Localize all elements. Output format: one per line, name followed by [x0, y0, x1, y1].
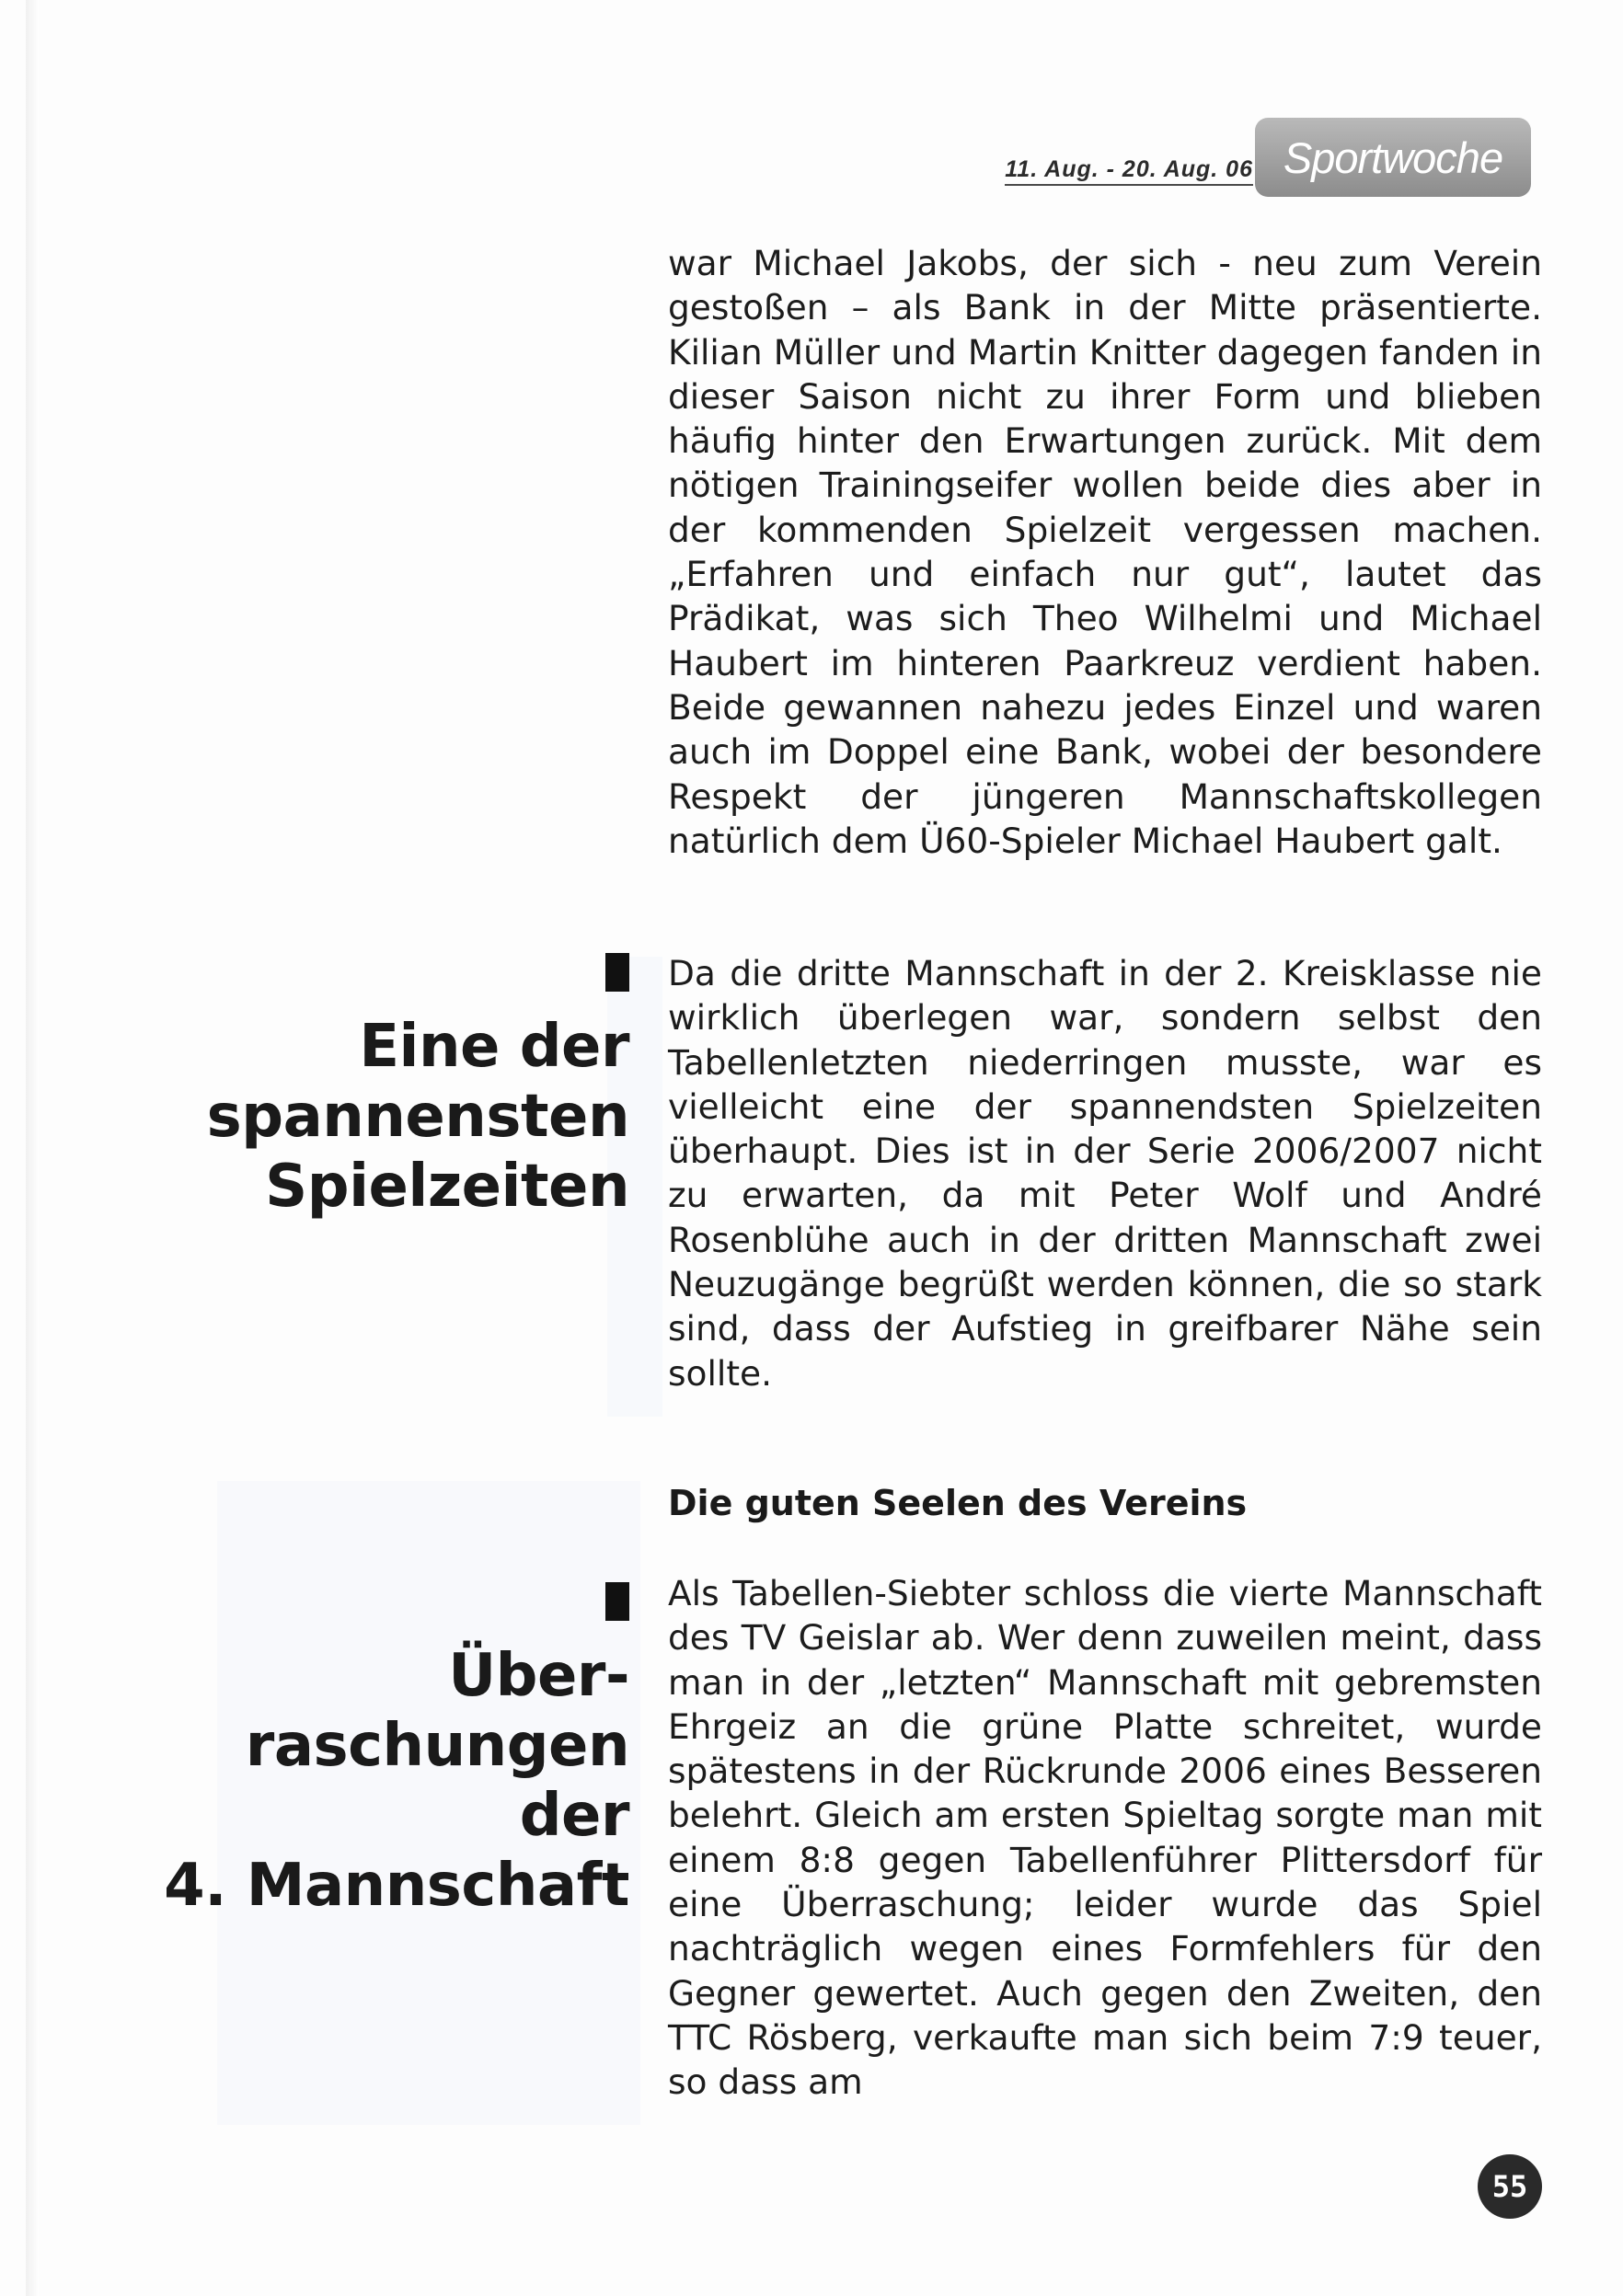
section3-paragraph: Als Tabellen-Siebter schloss die vierte Mannschaft des TV Geislar ab. Wer denn zuweilen meint, dass man in der „letzten“ Mannschaft mit gebremsten Ehrgeiz an die grüne Platte schreitet, wurde spätestens in der Rückrunde 2006 eines Besseren belehrt. Gleich am ersten Spieltag sorgte man mit einem 8:8 gegen Tabellenführer Plittersdorf für eine Überraschung; leider wurde das Spiel nachträglich wegen eines Formfehlers für den Gegner gewertet. Auch gegen den Zweiten, den TTC Rösberg, verkaufte man sich beim 7:9 teuer, so dass am	[668, 1573, 1542, 2103]
section2-body	[668, 951, 1542, 1395]
section3-heading-line1: Über-	[448, 1642, 629, 1710]
section3-subheading: Die guten Seelen des Vereins	[668, 1483, 1248, 1523]
section3-heading-line3: der	[519, 1782, 629, 1850]
brand-badge	[1255, 118, 1531, 197]
page-number: 55	[1491, 2169, 1528, 2204]
section1-body	[668, 241, 1542, 863]
section3-body	[668, 1571, 1542, 2105]
section2-heading	[207, 953, 629, 1222]
section2-heading-line3: Spielzeiten	[265, 1153, 629, 1221]
heading-marker-square	[605, 1582, 629, 1621]
section2-heading-line2: spannensten	[206, 1083, 629, 1151]
page-number-badge	[1478, 2154, 1542, 2219]
section3-heading-line2: raschungen	[245, 1712, 629, 1780]
brand-label: Sportwoche	[1283, 132, 1503, 182]
heading-marker-square	[605, 953, 629, 992]
binding-edge	[26, 0, 39, 2296]
page-header	[920, 118, 1546, 191]
section3-heading	[164, 1582, 629, 1921]
section2-paragraph: Da die dritte Mannschaft in der 2. Kreisklasse nie wirklich überlegen war, sondern selbst den Tabellenletzten niederringen musste, war es vielleicht eine der spannendsten Spielzeiten überhaupt. Dies ist in der Serie 2006/2007 nicht zu erwarten, da mit Peter Wolf und André Rosenblühe auch in der dritten Mannschaft zwei Neuzugänge begrüßt werden können, die so stark sind, dass der Aufstieg in greifbarer Nähe sein sollte.	[668, 953, 1542, 1394]
section2-heading-line1: Eine der	[359, 1013, 629, 1081]
section1-paragraph: war Michael Jakobs, der sich - neu zum Verein gestoßen – als Bank in der Mitte präsentierte. Kilian Müller und Martin Knitter dagegen fanden in dieser Saison nicht zu ihrer Form und blieben häufig hinter den Erwartungen zurück. Mit dem nötigen Trainingseifer wollen beide dies aber in der kommenden Spielzeit vergessen machen. „Erfahren und einfach nur gut“, lautet das Prädikat, was sich Theo Wilhelmi und Michael Haubert im hinteren Paarkreuz verdient haben. Beide gewannen nahezu jedes Einzel und waren auch im Doppel eine Bank, wobei der besondere Respekt der jüngeren Mannschaftskollegen natürlich dem Ü60-Spieler Michael Haubert galt.	[668, 243, 1542, 861]
date-range: 11. Aug. - 20. Aug. 06	[1005, 156, 1253, 186]
section3-heading-line4: 4. Mannschaft	[164, 1852, 629, 1920]
